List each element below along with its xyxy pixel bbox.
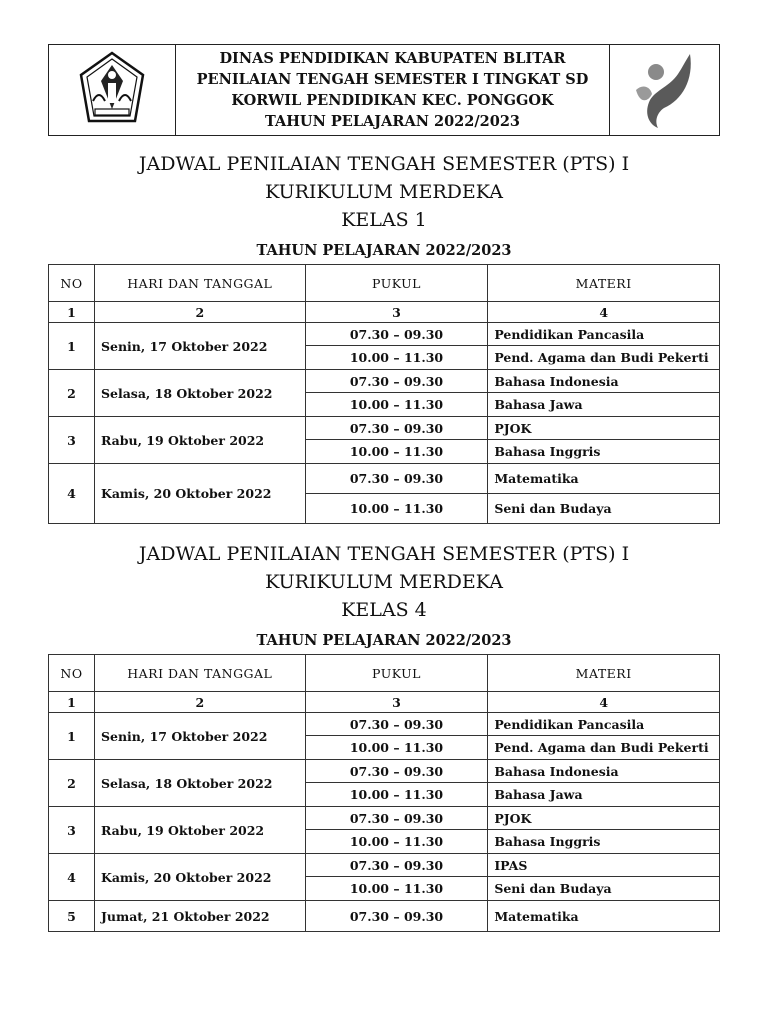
table-row	[49, 417, 720, 440]
time-slot: 10.00 – 11.30	[305, 494, 488, 524]
schedule-table-kelas-1	[48, 264, 720, 524]
time-slot: 10.00 – 11.30	[305, 783, 488, 807]
schedule-title-kelas-4	[0, 540, 768, 649]
subject: PJOK	[488, 807, 720, 830]
column-number: 1	[49, 692, 95, 713]
subject: Bahasa Inggris	[488, 830, 720, 854]
table-row	[49, 901, 720, 932]
subject: Matematika	[488, 464, 720, 494]
time-slot: 07.30 – 09.30	[305, 713, 488, 736]
column-number: 4	[488, 302, 720, 323]
day-number: 2	[49, 370, 95, 417]
title-line: KELAS 4	[341, 599, 427, 621]
day-date: Kamis, 20 Oktober 2022	[94, 854, 305, 901]
subject: PJOK	[488, 417, 720, 440]
subject: Bahasa Indonesia	[488, 760, 720, 783]
title-line: KURIKULUM MERDEKA	[265, 571, 503, 593]
column-header: MATERI	[488, 265, 720, 302]
column-number: 2	[94, 692, 305, 713]
time-slot: 10.00 – 11.30	[305, 346, 488, 370]
day-date: Rabu, 19 Oktober 2022	[94, 807, 305, 854]
schedule-table-kelas-4	[48, 654, 720, 932]
column-header: NO	[49, 655, 95, 692]
time-slot: 07.30 – 09.30	[305, 854, 488, 877]
title-line: KURIKULUM MERDEKA	[265, 181, 503, 203]
table-row	[49, 807, 720, 830]
time-slot: 07.30 – 09.30	[305, 901, 488, 932]
time-slot: 07.30 – 09.30	[305, 807, 488, 830]
table-row	[49, 713, 720, 736]
time-slot: 07.30 – 09.30	[305, 323, 488, 346]
subject: Bahasa Jawa	[488, 783, 720, 807]
time-slot: 10.00 – 11.30	[305, 736, 488, 760]
day-number: 1	[49, 713, 95, 760]
table-header-row	[49, 655, 720, 692]
day-number: 5	[49, 901, 95, 932]
day-date: Selasa, 18 Oktober 2022	[94, 760, 305, 807]
column-header: HARI DAN TANGGAL	[94, 655, 305, 692]
subject: IPAS	[488, 854, 720, 877]
subject: Bahasa Jawa	[488, 393, 720, 417]
day-number: 3	[49, 417, 95, 464]
subject: Pend. Agama dan Budi Pekerti	[488, 346, 720, 370]
subject: Seni dan Budaya	[488, 494, 720, 524]
day-number: 4	[49, 854, 95, 901]
regency-emblem	[49, 45, 176, 135]
education-logo	[609, 45, 719, 135]
day-number: 1	[49, 323, 95, 370]
tut-wuri-logo-icon	[630, 50, 700, 130]
day-date: Kamis, 20 Oktober 2022	[94, 464, 305, 524]
column-number: 3	[305, 302, 488, 323]
title-line: KELAS 1	[341, 209, 427, 231]
column-header: PUKUL	[305, 655, 488, 692]
subject: Bahasa Indonesia	[488, 370, 720, 393]
day-date: Rabu, 19 Oktober 2022	[94, 417, 305, 464]
header-line: PENILAIAN TENGAH SEMESTER I TINGKAT SD	[196, 71, 589, 88]
table-row	[49, 854, 720, 877]
subject: Matematika	[488, 901, 720, 932]
table-row	[49, 323, 720, 346]
column-number: 3	[305, 692, 488, 713]
subject: Pend. Agama dan Budi Pekerti	[488, 736, 720, 760]
subject: Pendidikan Pancasila	[488, 323, 720, 346]
column-number: 4	[488, 692, 720, 713]
day-number: 4	[49, 464, 95, 524]
time-slot: 07.30 – 09.30	[305, 464, 488, 494]
column-header: HARI DAN TANGGAL	[94, 265, 305, 302]
title-line: JADWAL PENILAIAN TENGAH SEMESTER (PTS) I	[138, 153, 630, 175]
letterhead-text	[176, 48, 609, 132]
letterhead	[48, 44, 720, 136]
time-slot: 07.30 – 09.30	[305, 760, 488, 783]
school-year-subtitle: TAHUN PELAJARAN 2022/2023	[256, 632, 512, 649]
table-row	[49, 464, 720, 494]
table-row	[49, 370, 720, 393]
time-slot: 10.00 – 11.30	[305, 830, 488, 854]
time-slot: 10.00 – 11.30	[305, 440, 488, 464]
time-slot: 07.30 – 09.30	[305, 370, 488, 393]
title-line: JADWAL PENILAIAN TENGAH SEMESTER (PTS) I	[138, 543, 630, 565]
column-number-row	[49, 302, 720, 323]
time-slot: 10.00 – 11.30	[305, 877, 488, 901]
header-line: DINAS PENDIDIKAN KABUPATEN BLITAR	[219, 50, 566, 67]
subject: Pendidikan Pancasila	[488, 713, 720, 736]
table-row	[49, 760, 720, 783]
day-number: 2	[49, 760, 95, 807]
day-date: Senin, 17 Oktober 2022	[94, 323, 305, 370]
column-header: MATERI	[488, 655, 720, 692]
column-header: NO	[49, 265, 95, 302]
day-date: Jumat, 21 Oktober 2022	[94, 901, 305, 932]
schedule-title-kelas-1	[0, 150, 768, 259]
blitar-emblem-icon	[79, 51, 145, 129]
header-line: KORWIL PENDIDIKAN KEC. PONGGOK	[231, 92, 554, 109]
column-number: 2	[94, 302, 305, 323]
subject: Seni dan Budaya	[488, 877, 720, 901]
day-date: Selasa, 18 Oktober 2022	[94, 370, 305, 417]
day-number: 3	[49, 807, 95, 854]
column-number-row	[49, 692, 720, 713]
column-header: PUKUL	[305, 265, 488, 302]
school-year-subtitle: TAHUN PELAJARAN 2022/2023	[256, 242, 512, 259]
header-line: TAHUN PELAJARAN 2022/2023	[264, 113, 521, 130]
day-date: Senin, 17 Oktober 2022	[94, 713, 305, 760]
time-slot: 10.00 – 11.30	[305, 393, 488, 417]
time-slot: 07.30 – 09.30	[305, 417, 488, 440]
subject: Bahasa Inggris	[488, 440, 720, 464]
column-number: 1	[49, 302, 95, 323]
table-header-row	[49, 265, 720, 302]
